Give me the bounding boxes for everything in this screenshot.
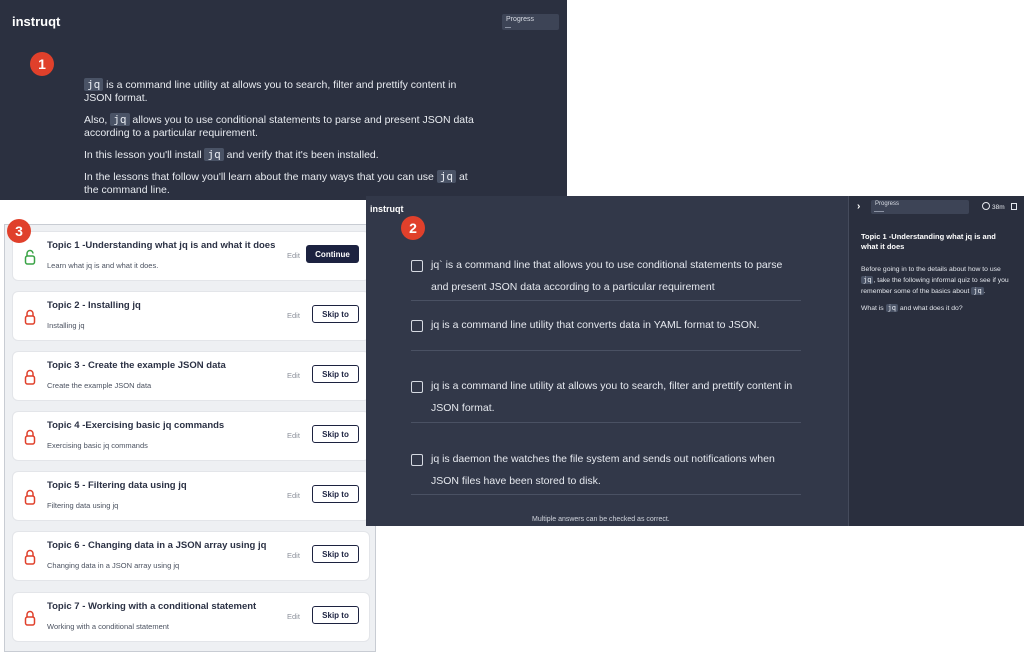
progress-indicator <box>871 200 969 214</box>
topic-subtitle: Installing jq <box>47 321 85 330</box>
intro-paragraph-1: jq is a command line utility at allows you to search, filter and prettify content in JSON format. <box>84 78 457 104</box>
quiz-panel <box>366 196 1023 526</box>
code-jq: jq <box>110 113 129 126</box>
skip-to-button[interactable]: Skip to <box>312 485 359 503</box>
edit-link[interactable]: Edit <box>287 612 300 621</box>
topic-title: Topic 7 - Working with a conditional statement <box>47 601 257 612</box>
continue-button[interactable]: Continue <box>306 245 359 263</box>
topic-subtitle: Changing data in a JSON array using jq <box>47 561 180 570</box>
lock-icon <box>23 429 37 445</box>
assignment-sidebar <box>848 196 1024 526</box>
topic-list-panel <box>4 224 376 652</box>
topic-card-7[interactable] <box>12 592 370 642</box>
code-jq: jq <box>204 148 223 161</box>
option-label: jq is a command line utility that converts data in YAML format to JSON. <box>431 319 760 331</box>
edit-link[interactable]: Edit <box>287 371 300 380</box>
option-label: jq` is a command line that allows you to use conditional statements to parse and present JSON data according to a particular requirement <box>431 259 783 293</box>
edit-link[interactable]: Edit <box>287 431 300 440</box>
step-badge-3: 3 <box>7 219 31 243</box>
intro-paragraph-2: Also, jq allows you to use conditional statements to parse and present JSON data according to a particular requirement. <box>84 113 474 139</box>
progress-label: Progress <box>506 16 535 23</box>
checkbox[interactable] <box>411 260 423 272</box>
step-badge-2: 2 <box>401 216 425 240</box>
step-badge-1: 1 <box>30 52 54 76</box>
skip-to-button[interactable]: Skip to <box>312 545 359 563</box>
topic-title: Topic 3 - Create the example JSON data <box>47 360 226 371</box>
code-jq: jq <box>84 78 103 91</box>
sidebar-body <box>861 264 1013 320</box>
timer <box>982 202 1005 211</box>
topic-card-3[interactable] <box>12 351 370 401</box>
topic-title: Topic 6 - Changing data in a JSON array using jq <box>47 540 267 551</box>
topic-title: Topic 5 - Filtering data using jq <box>47 480 187 491</box>
skip-to-button[interactable]: Skip to <box>312 425 359 443</box>
divider <box>411 422 801 423</box>
divider <box>411 300 801 301</box>
code-jq: jq <box>973 287 982 295</box>
sidebar-topic-title: Topic 1 -Understanding what jq is and what it does <box>861 232 996 251</box>
topic-card-4[interactable] <box>12 411 370 461</box>
divider <box>411 350 801 351</box>
option-label: jq is daemon the watches the file system and sends out notifications when JSON files have been stored to disk. <box>431 453 775 487</box>
topic-subtitle: Filtering data using jq <box>47 501 119 510</box>
topic-subtitle: Learn what jq is and what it does. <box>47 261 159 270</box>
instruqt-logo: instruqt <box>370 204 404 214</box>
checkbox[interactable] <box>411 454 423 466</box>
checkbox[interactable] <box>411 381 423 393</box>
topic-subtitle: Create the example JSON data <box>47 381 152 390</box>
lock-icon <box>23 309 37 325</box>
topic-card-2[interactable] <box>12 291 370 341</box>
progress-label: Progress <box>875 201 900 207</box>
topic-title: Topic 1 -Understanding what jq is and what it does <box>47 240 276 251</box>
lesson-intro-panel <box>0 0 567 200</box>
quiz-footer-note: Multiple answers can be checked as correct. <box>532 516 670 523</box>
skip-to-button[interactable]: Skip to <box>312 305 359 323</box>
sidebar-intro: Before going in to the details about how to use jq , take the following informal quiz to see if you remember some of the basics about jq . <box>861 266 1009 295</box>
edit-link[interactable]: Edit <box>287 251 300 260</box>
skip-to-button[interactable]: Skip to <box>312 606 359 624</box>
instruqt-logo: instruqt <box>12 14 61 29</box>
topic-card-5[interactable] <box>12 471 370 521</box>
topic-subtitle: Working with a conditional statement <box>47 622 170 631</box>
intro-paragraph-4: In the lessons that follow you'll learn about the many ways that you can use jq at the command line. <box>84 170 468 196</box>
notes-icon[interactable] <box>1011 203 1017 210</box>
topic-subtitle: Exercising basic jq commands <box>47 441 148 450</box>
lesson-intro-text <box>84 78 474 205</box>
edit-link[interactable]: Edit <box>287 311 300 320</box>
topic-card-6[interactable] <box>12 531 370 581</box>
chevron-right-icon[interactable]: › <box>857 201 861 212</box>
topic-card-1[interactable] <box>12 231 370 281</box>
lock-icon <box>23 489 37 505</box>
progress-bar <box>874 211 884 212</box>
progress-indicator <box>502 14 559 30</box>
unlocked-icon <box>23 249 37 265</box>
divider <box>411 494 801 495</box>
code-jq: jq <box>887 304 896 312</box>
timer-value: 38m <box>992 204 1005 211</box>
progress-bar <box>505 27 511 28</box>
skip-to-button[interactable]: Skip to <box>312 365 359 383</box>
sidebar-question: What is jq and what does it do? <box>861 304 963 312</box>
edit-link[interactable]: Edit <box>287 551 300 560</box>
checkbox[interactable] <box>411 320 423 332</box>
option-label: jq is a command line utility at allows you to search, filter and prettify content in JSON format. <box>431 380 793 414</box>
topic-title: Topic 4 -Exercising basic jq commands <box>47 420 225 431</box>
code-jq: jq <box>863 276 872 284</box>
lock-icon <box>23 549 37 565</box>
intro-paragraph-3: In this lesson you'll install jq and verify that it's been installed. <box>84 148 379 161</box>
topic-title: Topic 2 - Installing jq <box>47 300 141 311</box>
lock-icon <box>23 369 37 385</box>
code-jq: jq <box>437 170 456 183</box>
edit-link[interactable]: Edit <box>287 491 300 500</box>
clock-icon <box>982 202 990 210</box>
lock-icon <box>23 610 37 626</box>
